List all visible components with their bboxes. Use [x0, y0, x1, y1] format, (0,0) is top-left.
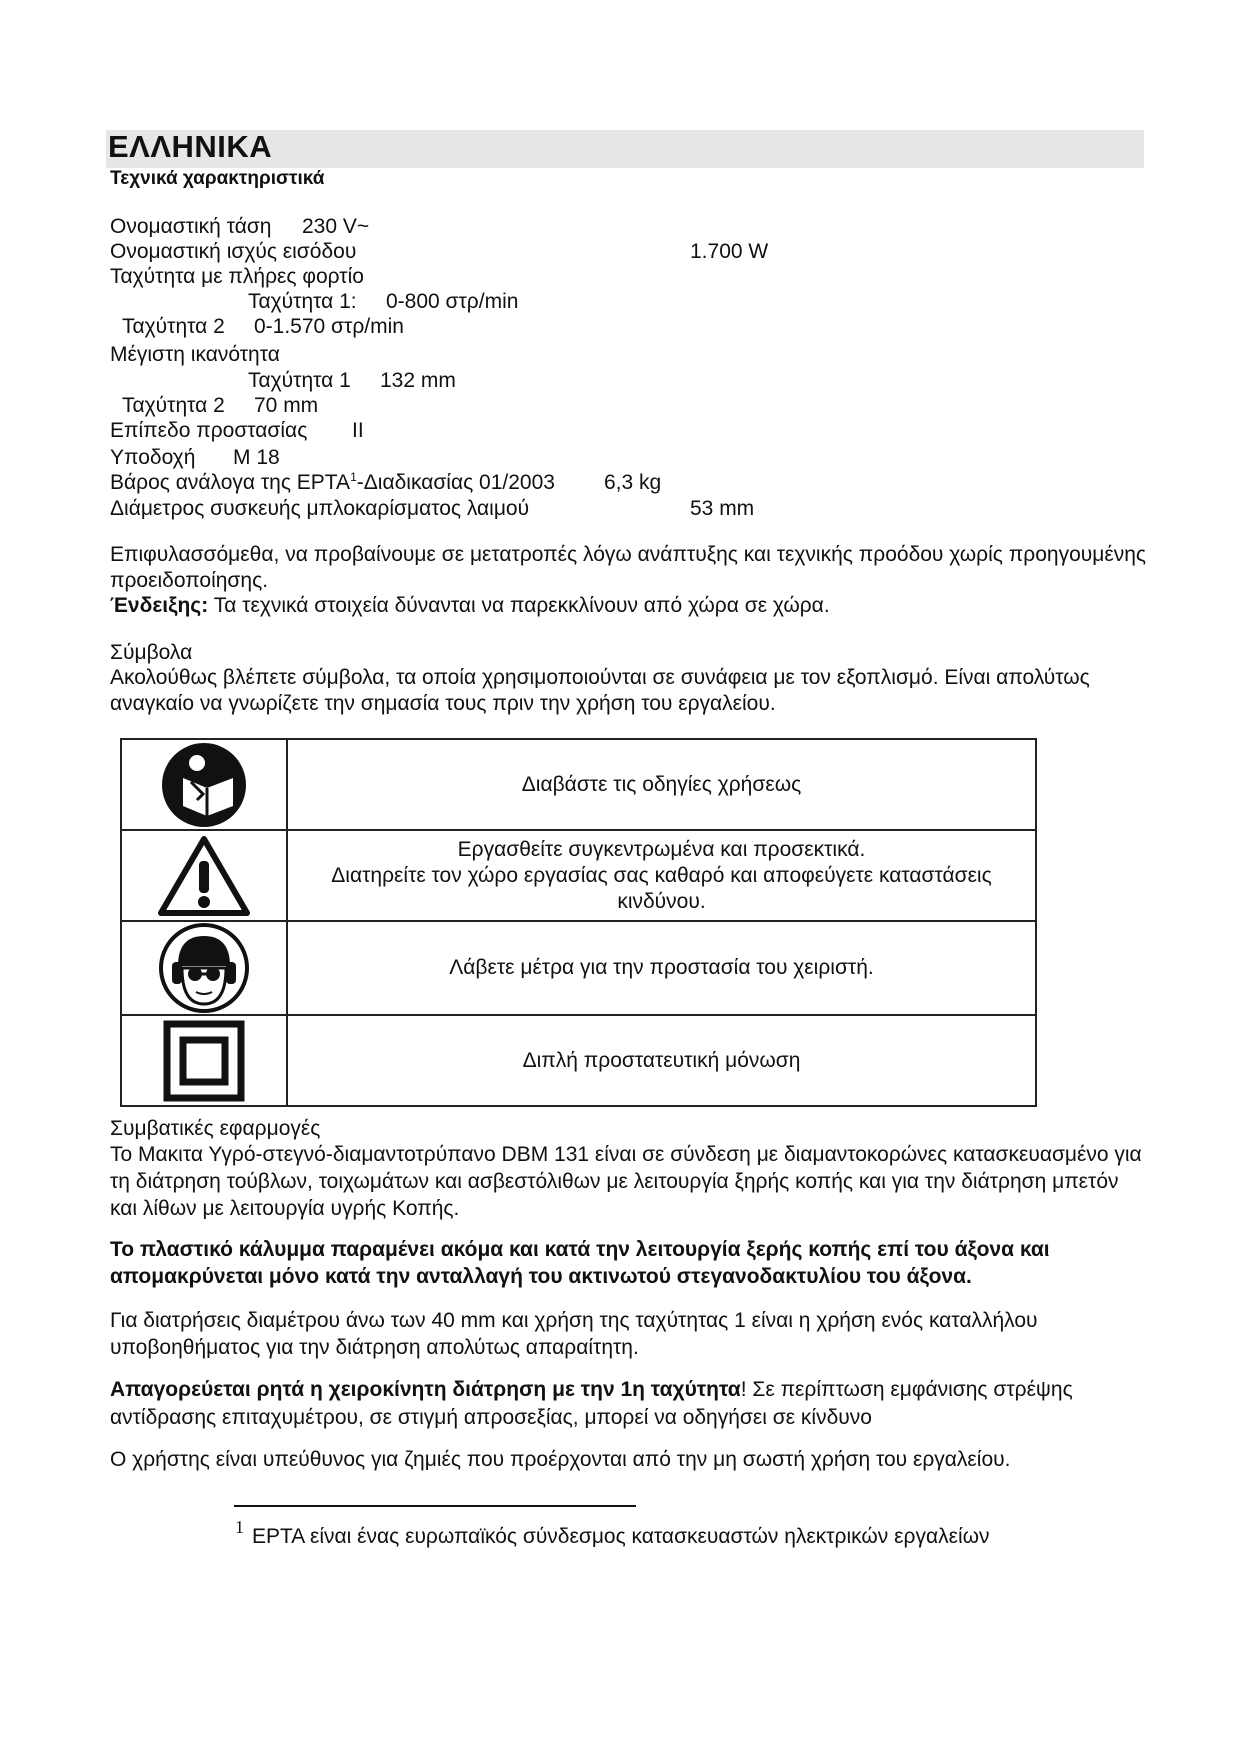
liability-note: Ο χρήστης είναι υπεύθυνος για ζημιές που προέρχονται από την μη σωστή χρήση του εργαλείου. [110, 1448, 1011, 1471]
protection-value: II [352, 419, 364, 442]
capacity1-value: 132 mm [380, 369, 456, 392]
socket-label: Υποδοχή [110, 446, 196, 469]
footnote-number: 1 [235, 1517, 244, 1537]
protection-label: Επίπεδο προστασίας [110, 419, 308, 442]
prohibition-note [110, 1376, 1146, 1432]
collar-label: Διάμετρος συσκευής μπλοκαρίσματος λαιμού [110, 497, 530, 520]
rated-input-label: Ονομαστική ισχύς εισόδου [110, 240, 357, 263]
symbols-table [120, 738, 1037, 1107]
symbol-row [121, 830, 1036, 921]
read-manual-icon [161, 742, 247, 828]
hint-text: Τα τεχνικά στοιχεία δύνανται να παρεκκλίνουν από χώρα σε χώρα. [208, 594, 830, 617]
hint-label: Ένδειξης: [110, 594, 209, 617]
symbols-intro: Ακολούθως βλέπετε σύμβολα, τα οποία χρησιμοποιούνται σε συνάφεια με τον εξοπλισμό. Είναι απολύτως αναγκαίο να γνωρίζετε την σημασία τους πριν την χρήση του εργαλείου. [110, 666, 1090, 715]
weight-value: 6,3 kg [604, 471, 662, 494]
speed1-label: Ταχύτητα 1: [248, 290, 357, 313]
reserve-note: Επιφυλασσόμεθα, να προβαίνουμε σε μετατροπές λόγω ανάπτυξης και τεχνικής προόδου χωρίς προηγουμένης προειδοποίησης. [110, 543, 1146, 592]
symbol-row [121, 921, 1036, 1015]
capacity2-value: 70 mm [254, 394, 319, 417]
capacity2-label: Ταχύτητα 2 [122, 394, 225, 417]
weight-label: Βάρος ανάλογα της EPTA$^1$-Διαδικασίας 01/2003 [110, 470, 555, 494]
plastic-cover-note: Το πλαστικό κάλυμμα παραμένει ακόμα και κατά την λειτουργία ξερής κοπής επί του άξονα και απομακρύνεται μόνο κατά την ανταλλαγή του ακτινωτού στεγανοδακτυλίου του άξονα. [110, 1238, 1050, 1288]
warning-triangle-icon [157, 835, 251, 917]
symbol-text-cell [287, 739, 1036, 830]
speed1-value: 0-800 στρ/min [386, 290, 519, 313]
symbol-description: Διπλή προστατευτική μόνωση [522, 1048, 801, 1072]
symbol-icon-cell [121, 830, 287, 921]
section-title: Τεχνικά χαρακτηριστικά [110, 168, 325, 189]
hint-note [110, 593, 1146, 619]
symbol-icon-cell [121, 1015, 287, 1106]
symbol-description: Διαβάστε τις οδηγίες χρήσεως [521, 772, 802, 796]
symbol-description: Διατηρείτε τον χώρο εργασίας σας καθαρό και αποφεύγετε καταστάσεις κινδύνου. [331, 863, 992, 913]
socket-value: M 18 [233, 446, 280, 469]
symbol-row [121, 739, 1036, 830]
max-capacity-label: Μέγιστη ικανότητα [110, 343, 280, 366]
symbol-text-cell [287, 830, 1036, 921]
diameter-note: Για διατρήσεις διαμέτρου άνω των 40 mm και χρήση της ταχύτητας 1 είναι η χρήση ενός καταλλήλου υποβοηθήματος για την διάτρηση απολύτως απαραίτητη. [110, 1309, 1038, 1359]
applications-title: Συμβατικές εφαρμογές [110, 1117, 321, 1140]
footnote-text: EPTA είναι ένας ευρωπαϊκός σύνδεσμος κατασκευαστών ηλεκτρικών εργαλείων [252, 1525, 990, 1548]
rated-voltage-label: Ονομαστική τάση [110, 215, 272, 238]
full-load-speed-label: Ταχύτητα με πλήρες φορτίο [110, 265, 364, 288]
footnote-rule [234, 1505, 636, 1507]
capacity1-label: Ταχύτητα 1 [248, 369, 351, 392]
speed2-value: 0-1.570 στρ/min [254, 315, 404, 338]
prohibition-bold: Απαγορεύεται ρητά η χειροκίνητη διάτρηση με την 1η ταχύτητα [110, 1378, 741, 1401]
symbol-description: Εργασθείτε συγκεντρωμένα και προσεκτικά. [457, 837, 866, 861]
symbol-description: Λάβετε μέτρα για την προστασία του χειριστή. [449, 956, 874, 979]
symbols-title: Σύμβολα [110, 641, 193, 664]
prohibition-rest: ! Σε περίπτωση εμφάνισης στρέψης αντίδρασης επιταχυμέτρου, σε στιγμή απροσεξίας, μπορεί να οδηγήσει σε κίνδυνο [110, 1378, 1073, 1429]
symbol-icon-cell [121, 739, 287, 830]
rated-input-value: 1.700 W [690, 240, 769, 263]
footnote-ref: 1 [350, 470, 357, 484]
double-insulation-icon [163, 1020, 245, 1102]
symbol-row [121, 1015, 1036, 1106]
collar-value: 53 mm [690, 497, 755, 520]
symbol-text-cell [287, 1015, 1036, 1106]
symbol-icon-cell [121, 921, 287, 1015]
speed2-label: Ταχύτητα 2 [122, 315, 225, 338]
language-title: ΕΛΛΗΝΙΚΑ [108, 129, 273, 164]
protective-gear-icon [158, 922, 250, 1014]
symbol-text-cell [287, 921, 1036, 1015]
applications-text: Το Μακιτα Υγρό-στεγνό-διαμαντοτρύπανο DBM 131 είναι σε σύνδεση με διαμαντοκορώνες κατασκευασμένο για τη διάτρηση τούβλων, τοιχωμάτων και ασβεστόλιθων με λειτουργία ξηρής κοπής και για την διάτρηση μπετόν και λίθων με λειτουργία υγρής Κοπής. [110, 1143, 1142, 1220]
rated-voltage-value: 230 V~ [302, 215, 370, 238]
